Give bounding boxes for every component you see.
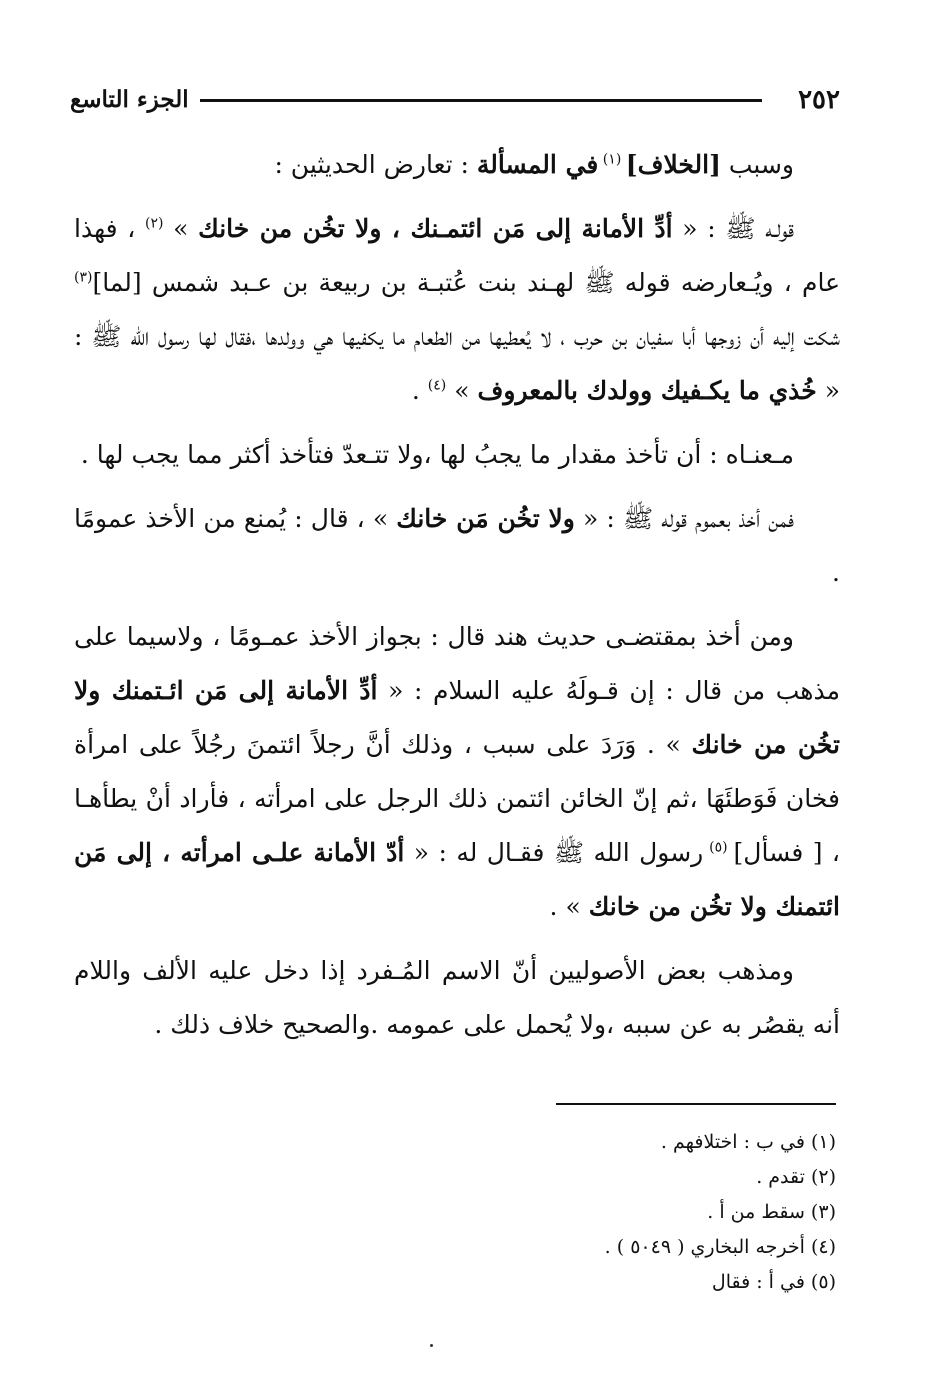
text-run: قولـه ﷺ : «: [672, 214, 794, 243]
text-run: وسبب: [720, 150, 794, 179]
footnote: (٤) أخرجه البخاري ( ٥٠٤٩ ) .: [604, 1236, 836, 1258]
header-rule: [200, 99, 762, 102]
footnote-marker: (٢): [145, 215, 164, 232]
hadith-quote: ولا تخُن مَن خانك: [396, 504, 575, 533]
bold-run: [الخلاف]: [625, 150, 721, 179]
text-run: » .: [549, 892, 589, 921]
text-run: »: [446, 376, 478, 405]
text-run: ، فهذا عام ، ويُـعارضه قوله ﷺ لهـند بنت عُتبـة بن ربيعة بن عـبد شمس [لما]: [74, 214, 840, 297]
text-run: : تعارض الحديثين :: [274, 150, 477, 179]
footnotes: [300, 1125, 836, 1300]
main-text: [74, 138, 840, 1052]
text-run: ومن أخذ بمقتضـى حديث هند قال : بجواز الأخذ عمـومًا ، ولاسيما على مذهب من قال : إن قـولَهُ عليه السلام : «: [74, 622, 840, 705]
text-run: » ، قال : يُمنع من الأخذ عمومًا .: [74, 504, 840, 587]
paragraph: [74, 610, 840, 934]
footnote: (١) في ب : اختلافهم .: [660, 1131, 836, 1153]
text-run: .: [411, 376, 428, 405]
text-run: »: [163, 214, 199, 243]
paragraph: [74, 492, 840, 600]
paragraph: [74, 138, 840, 192]
hadith-quote: أدِّ الأمانة إلى مَن ائتمـنك ، ولا تخُن من خانك: [198, 214, 673, 243]
paragraph: ومذهب بعض الأصوليين أنّ الاسم المُـفرد إذا دخل عليه الألف واللام أنه يقصُر به عن سببه ،ولا يُحمل على عمومه .والصحيح خلاف ذلك .: [74, 956, 840, 1039]
footnote-separator: [556, 1103, 836, 1105]
text-run: شكت إليه أن زوجها أبا سفيان بن حرب ، لا يُعطيها من الطعام ما يكفيها هي وولدها ،فقال لها رسول الله ﷺ : «: [74, 322, 840, 405]
footnote-marker: (٥): [703, 839, 734, 856]
footnote-marker: (٣): [74, 269, 93, 286]
hadith-quote: أدِّ الأمانة إلى مَن ائـتمنك ولا تخُن من خانك: [74, 676, 840, 759]
bold-run: في المسألة: [476, 150, 599, 179]
text-run: » . وَرَدَ على سبب ، وذلك أنَّ رجلاً ائتمنَ رجُلاً على امرأة فخان فَوَطئَهَا ،ثم إنّ الخائن ائتمن ذلك الرجل على امرأته ، فأراد أنْ يطأهـا ، [ فسأل]: [74, 730, 840, 867]
paragraph: [74, 202, 840, 418]
running-title: الجزء التاسع: [70, 86, 189, 113]
footnote: (٣) سقط من أ .: [707, 1201, 836, 1223]
paragraph: مـعنـاه : أن تأخذ مقدار ما يجبُ لها ،ولا تتـعدّ فتأخذ أكثر مما يجب لها .: [80, 440, 794, 469]
footnote: (٢) تقدم .: [756, 1166, 836, 1188]
footnote-marker: (٤): [427, 377, 447, 394]
scan-speck: [430, 1344, 433, 1347]
text-run: رسول الله ﷺ فقـال له : «: [404, 838, 704, 867]
hadith-quote: أدّ الأمانة علـى امرأته ، إلى مَن ائتمنك ولا تخُن من خانك: [74, 838, 840, 921]
footnote-marker: (١): [598, 151, 626, 168]
footnote: (٥) في أ : فقال: [711, 1271, 836, 1293]
page-header: [70, 80, 840, 120]
page-number: ٢٥٢: [798, 85, 840, 115]
text-run: فمن أخذ بعموم قوله ﷺ : «: [574, 504, 794, 533]
hadith-quote: خُذي ما يكـفيك وولدك بالمعروف: [477, 376, 817, 405]
